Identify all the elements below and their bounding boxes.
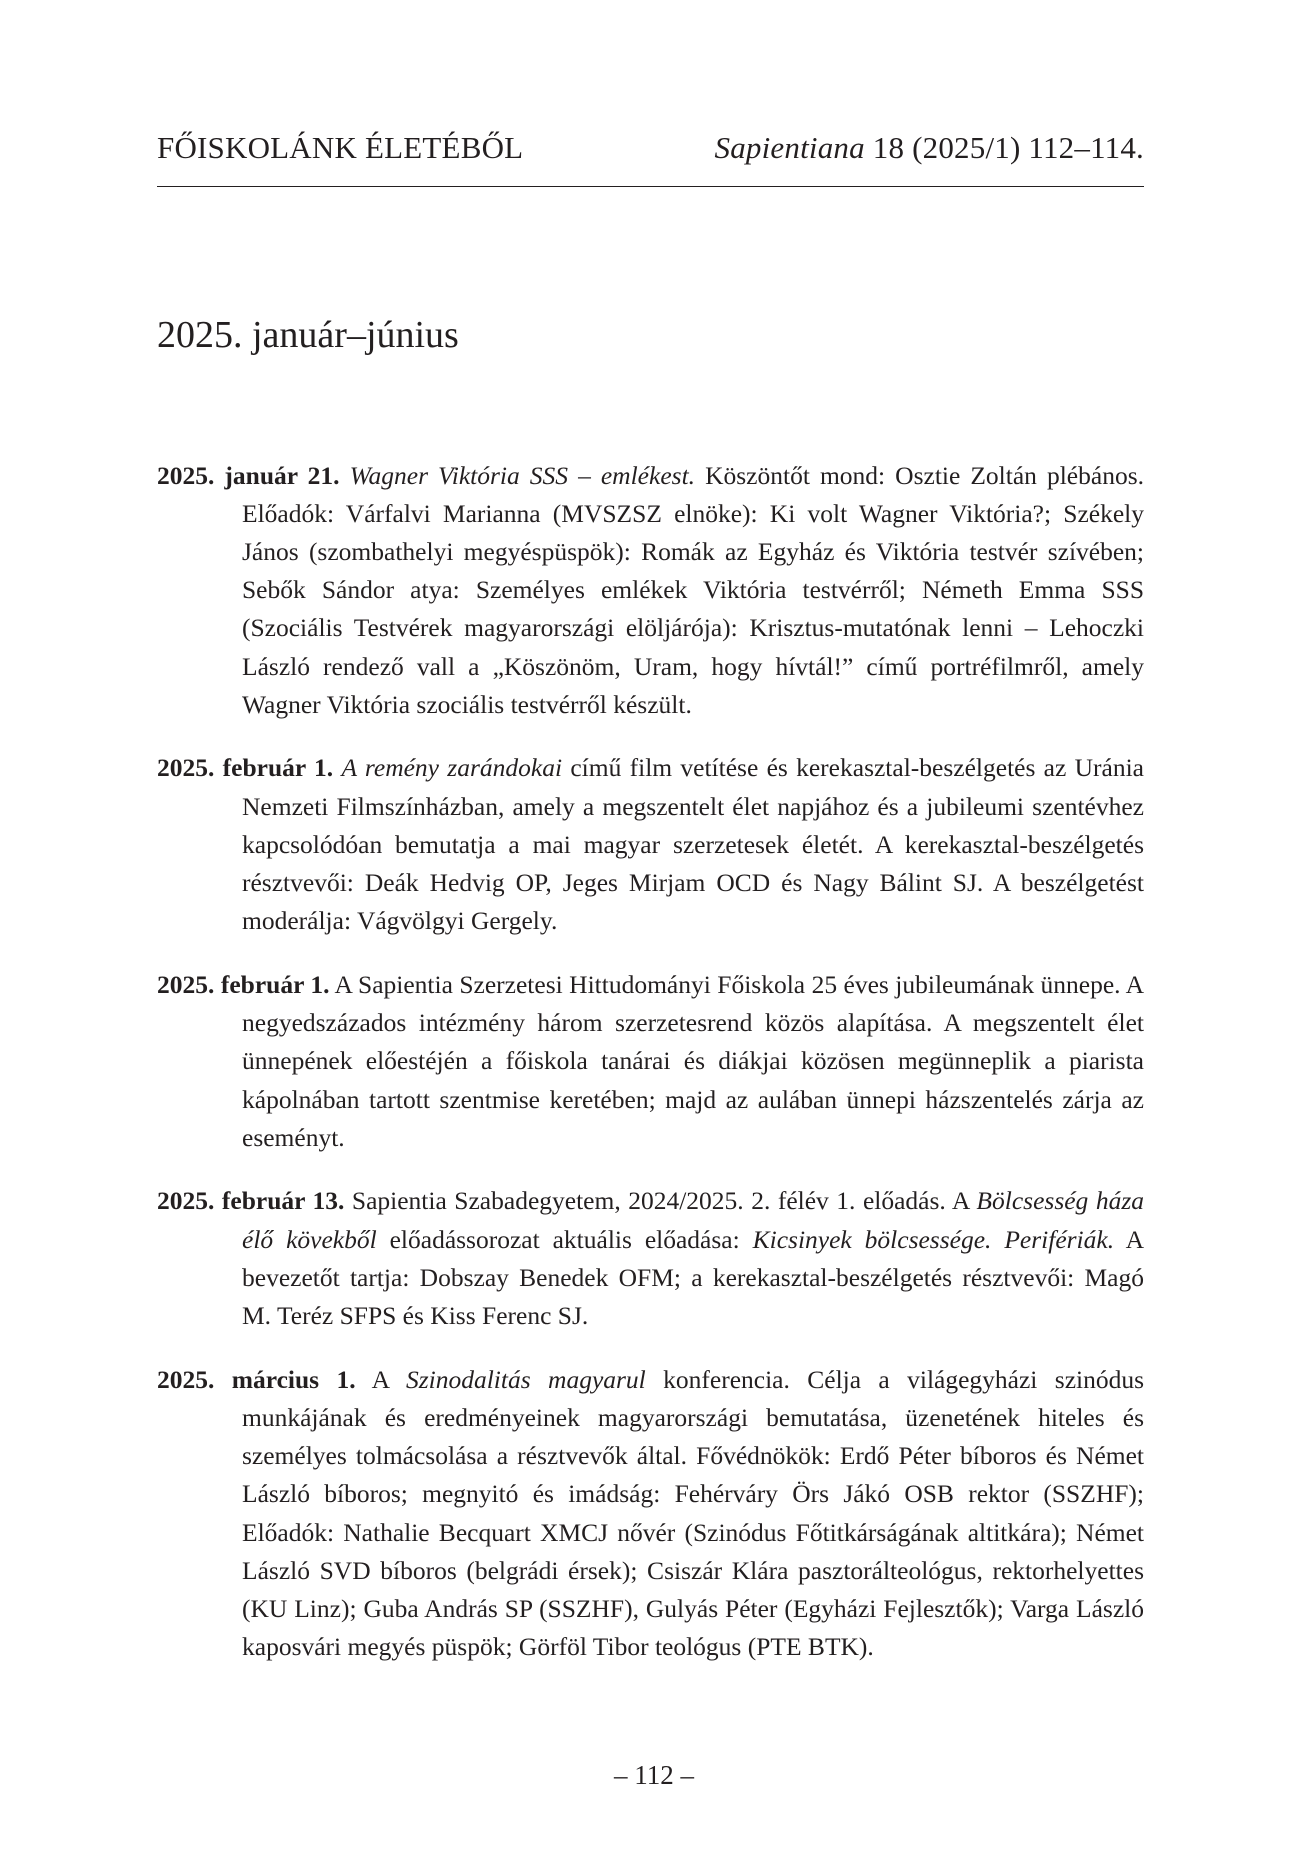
entry-date: 2025. január 21. — [157, 460, 340, 490]
entry-text: című film vetítése és kerekasztal-beszélgetés az Uránia Nemzeti Filmszínházban, amely a megszentelt élet napjához és a jubileumi szentévhez kapcsolódóan bemutatja a mai magyar szerzetesek életét. A kerekasztal-beszélgetés résztvevői: Deák Hedvig OP, Jeges Mirjam OCD és Nagy Bálint SJ. A beszélgetést moderálja: Vágvölgyi Gergely. — [242, 753, 1144, 936]
entry-date: 2025. február 1. — [157, 753, 334, 783]
entry-title-italic: Szinodalitás magyarul — [405, 1364, 646, 1394]
entry-2025-01-21 — [157, 457, 1144, 724]
section-heading: FŐISKOLÁNK ÉLETÉBŐL — [157, 130, 524, 165]
entry-2025-02-01-film — [157, 749, 1144, 940]
entry-date: 2025. február 13. — [157, 1186, 345, 1216]
entry-text: konferencia. Célja a világegyházi szinódus munkájának és eredményeinek magyarországi bemutatása, üzenetének hiteles és személyes tolmácsolása a résztvevők által. Fővédnökök: Erdő Péter bíboros és Német László bíboros; megnyitó és imádság: Fehérváry Örs Jákó OSB rektor (SSZHF); Előadók: Nathalie Becquart XMCJ nővér (Szinódus Főtitkárságának altitkára); Német László SVD bíboros (belgrádi érsek); Csiszár Klára pasztorálteológus, rektorhelyettes (KU Linz); Guba András SP (SSZHF), Gulyás Péter (Egyházi Fejlesztők); Varga László kaposvári megyés püspök; Görföl Tibor teológus (PTE BTK). — [242, 1364, 1145, 1662]
entry-date: 2025. március 1. — [157, 1364, 356, 1394]
entry-text: előadássorozat aktuális előadása: — [376, 1224, 753, 1254]
chronicle-entries — [157, 431, 1144, 1692]
header-rule — [157, 186, 1144, 187]
entry-2025-03-01 — [157, 1361, 1144, 1667]
entry-text: A — [355, 1364, 406, 1394]
journal-name: Sapientiana — [714, 130, 865, 165]
page-number: – 112 – — [614, 1760, 694, 1790]
entry-date: 2025. február 1. — [157, 969, 330, 999]
citation-details: 18 (2025/1) 112–114. — [864, 130, 1144, 165]
entry-text: Köszöntőt mond: Osztie Zoltán plébános. Előadók: Várfalvi Marianna (MVSZSZ elnöke): Ki volt Wagner Viktória?; Székely János (szombathelyi megyéspüspök): Romák az Egyház és Viktória testvér szívében; Sebők Sándor atya: Személyes emlékek Viktória testvérről; Németh Emma SSS (Szociális Testvérek magyarországi elöljárója): Krisztus-mutatónak lenni – Lehoczki László rendező vall a „Köszönöm, Uram, hogy hívtál!” című portréfilmről, amely Wagner Viktória szociális testvérről készült. — [242, 460, 1144, 719]
entry-title-italic: Wagner Viktória SSS – emlékest. — [349, 460, 696, 490]
entry-text — [340, 461, 350, 490]
journal-citation — [715, 128, 1144, 168]
entry-title-italic: A remény zarándokai — [341, 753, 563, 783]
entry-text: Sapientia Szabadegyetem, 2024/2025. 2. félév 1. előadás. A — [344, 1186, 977, 1216]
page-title: 2025. január–június — [157, 314, 459, 356]
entry-2025-02-13 — [157, 1182, 1144, 1335]
entry-title-italic: Bölcsesség háza élő kövekből — [242, 1186, 1144, 1254]
entry-text: A bevezetőt tartja: Dobszay Benedek OFM; a kerekasztal-beszélgetés résztvevői: Magó M. Teréz SFPS és Kiss Ferenc SJ. — [242, 1224, 1145, 1331]
entry-text: A Sapientia Szerzetesi Hittudományi Főiskola 25 éves jubileumának ünnepe. A negyedszázados intézmény három szerzetesrend közös alapítása. A megszentelt élet ünnepének előestéjén a főiskola tanárai és diákjai közösen megünneplik a piarista kápolnában tartott szentmise keretében; majd az aulában ünnepi házszentelés zárja az eseményt. — [242, 969, 1144, 1152]
entry-title-italic: Kicsinyek bölcsessége. Perifériák. — [752, 1224, 1115, 1254]
entry-2025-02-01-jubilee — [157, 966, 1144, 1157]
running-head — [157, 128, 1144, 168]
